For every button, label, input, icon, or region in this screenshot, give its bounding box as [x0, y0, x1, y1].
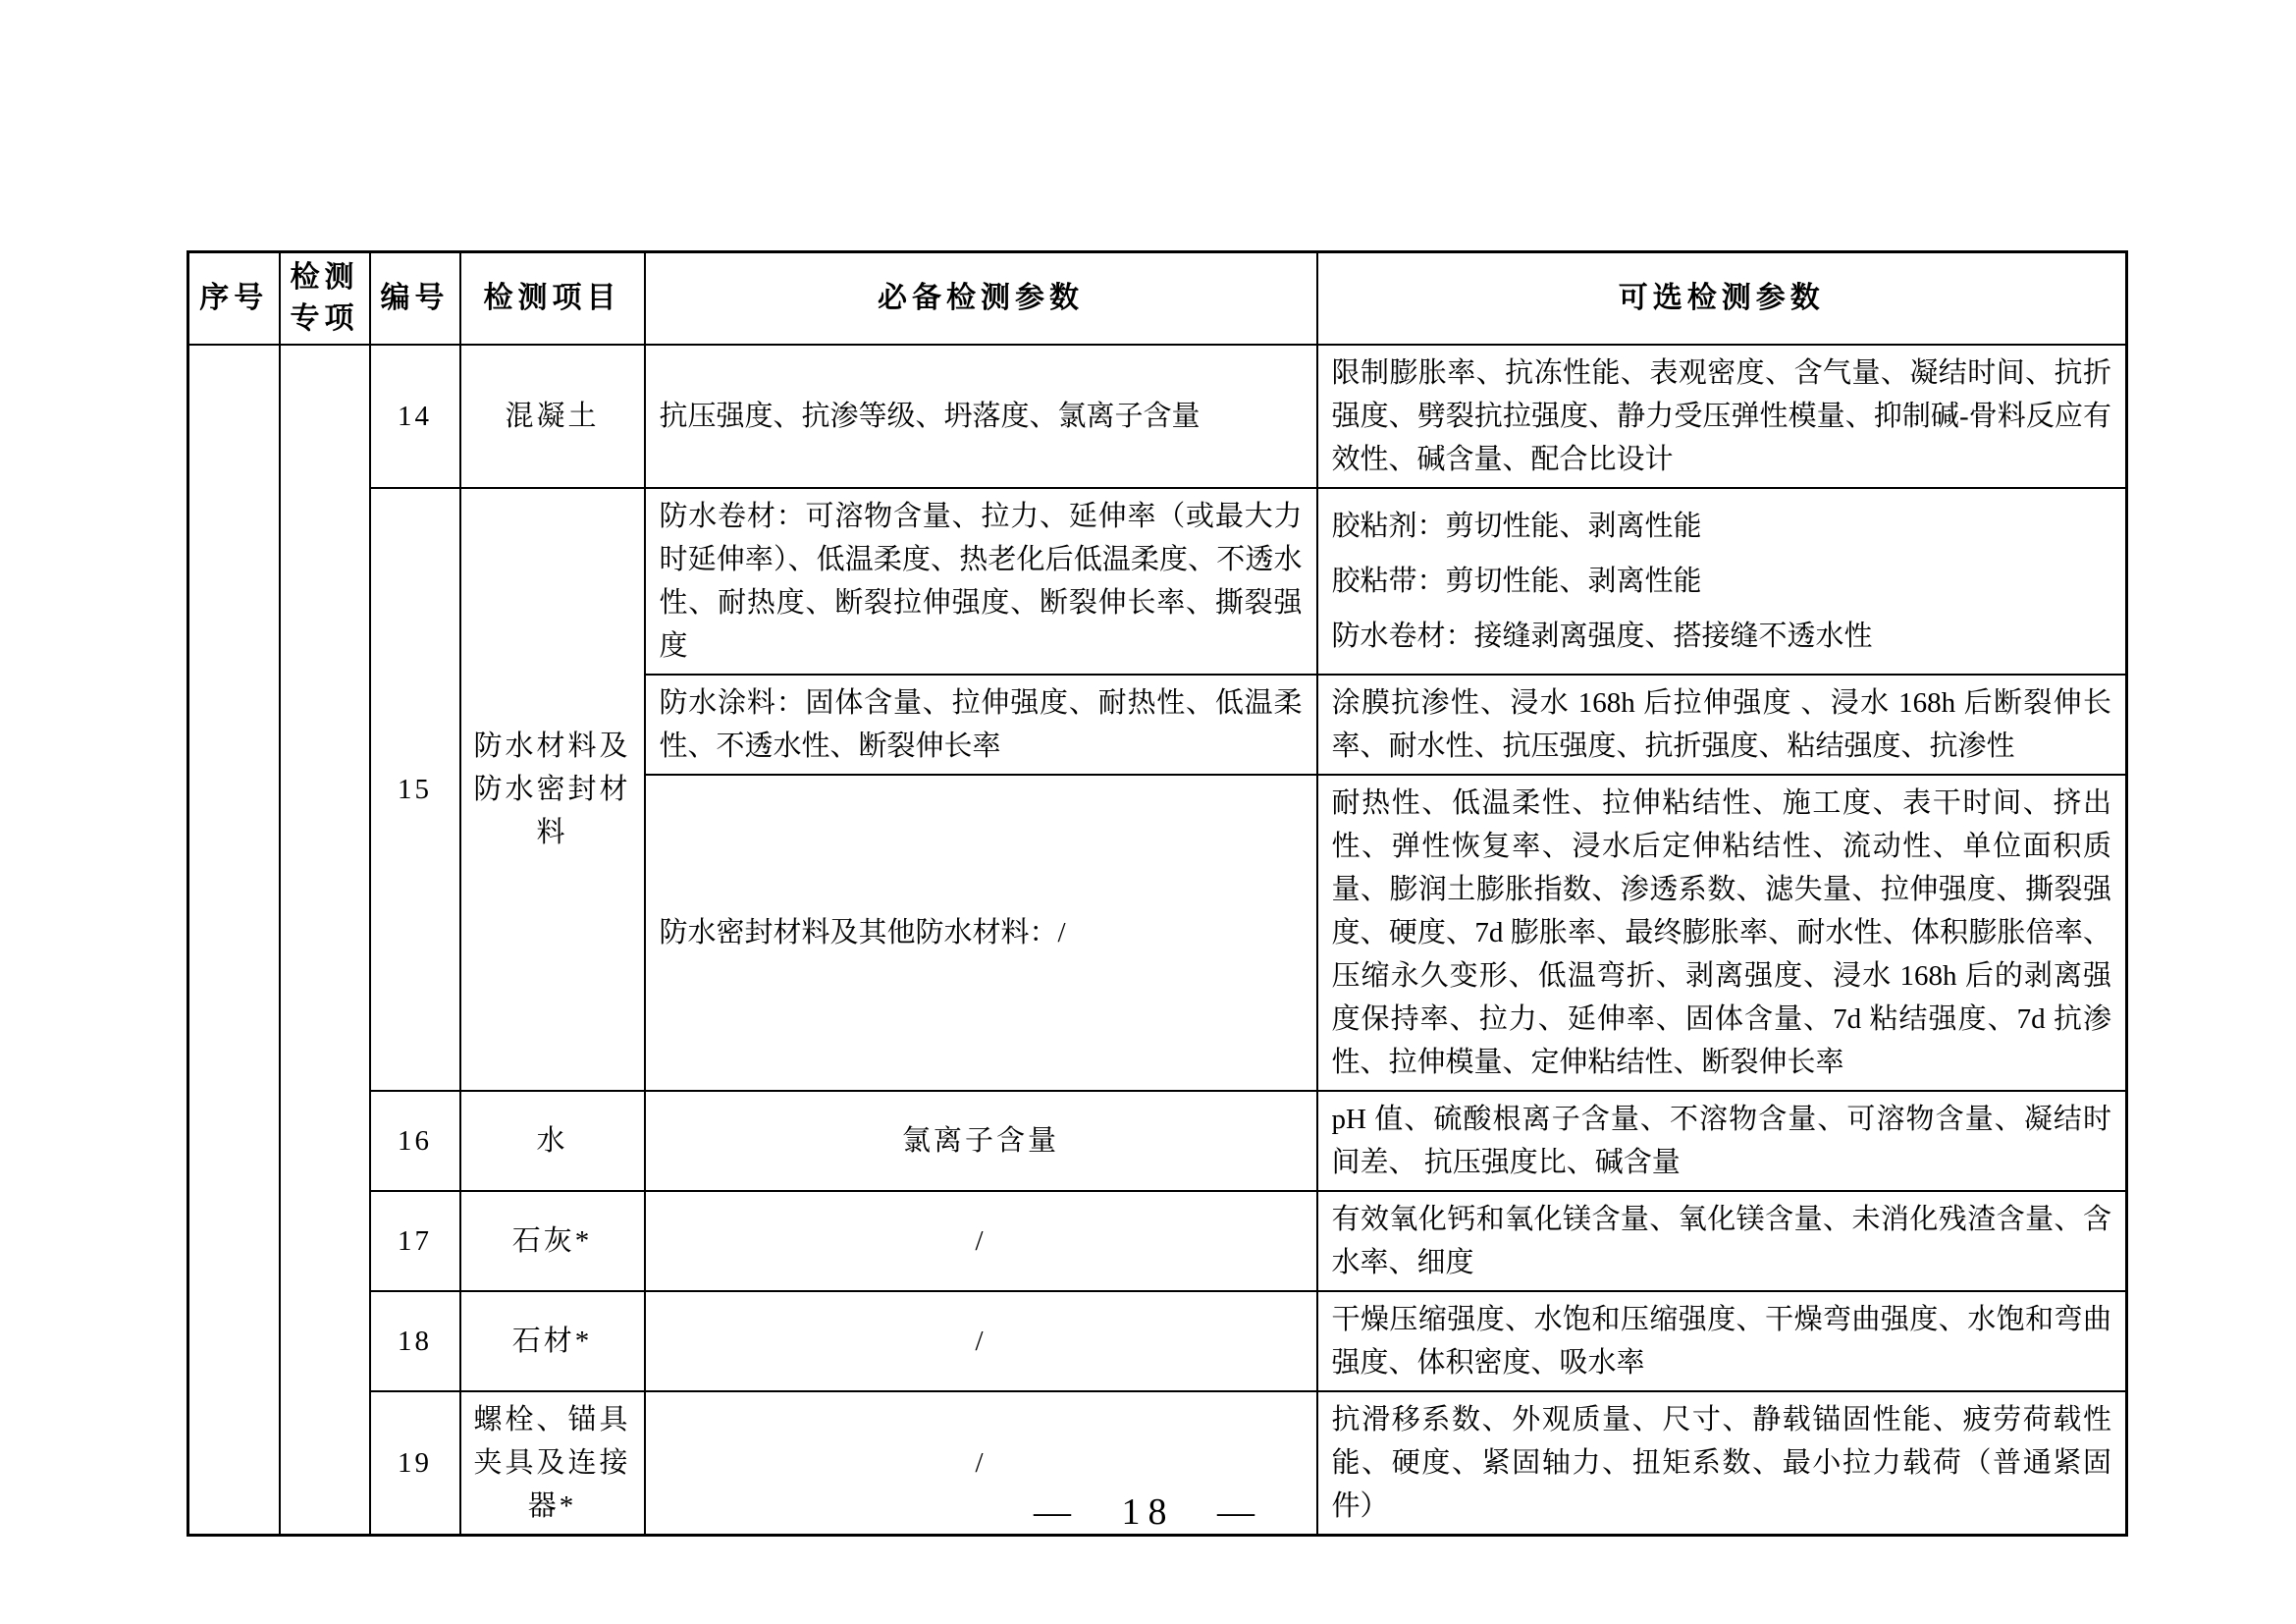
cell-r14-optional: 限制膨胀率、抗冻性能、表观密度、含气量、凝结时间、抗折强度、劈裂抗拉强度、静力受压弹性模量、抑制碱-骨料反应有效性、碱含量、配合比设计	[1317, 345, 2127, 488]
cell-r17-optional: 有效氧化钙和氧化镁含量、氧化镁含量、未消化残渣含量、含水率、细度	[1317, 1191, 2127, 1291]
testing-parameters-table	[187, 250, 2128, 1537]
cell-r16-code: 16	[370, 1091, 460, 1191]
cell-r15-item: 防水材料及防水密封材料	[460, 488, 645, 1091]
optional-line-adhesive: 胶粘剂：剪切性能、剥离性能	[1331, 511, 1702, 542]
cell-r15-sub3-required: 防水密封材料及其他防水材料：/	[645, 775, 1317, 1091]
cell-specialty-span	[280, 345, 370, 1536]
cell-r15-sub2-required: 防水涂料：固体含量、拉伸强度、耐热性、低温柔性、不透水性、断裂伸长率	[645, 675, 1317, 775]
table-row-17	[188, 1191, 2127, 1291]
optional-line-waterproof-sheet: 防水卷材：接缝剥离强度、搭接缝不透水性	[1331, 621, 1873, 652]
cell-r18-optional: 干燥压缩强度、水饱和压缩强度、干燥弯曲强度、水饱和弯曲强度、体积密度、吸水率	[1317, 1291, 2127, 1391]
cell-serial-span	[188, 345, 280, 1536]
cell-r14-code: 14	[370, 345, 460, 488]
cell-r17-code: 17	[370, 1191, 460, 1291]
header-serial-number: 序号	[188, 252, 280, 346]
header-testing-item: 检测项目	[460, 252, 645, 346]
header-required-parameters: 必备检测参数	[645, 252, 1317, 346]
cell-r19-code: 19	[370, 1391, 460, 1536]
optional-line-adhesive-tape: 胶粘带：剪切性能、剥离性能	[1331, 566, 1702, 597]
cell-r15-sub3-optional: 耐热性、低温柔性、拉伸粘结性、施工度、表干时间、挤出性、弹性恢复率、浸水后定伸粘结性、流动性、单位面积质量、膨润土膨胀指数、渗透系数、滤失量、拉伸强度、撕裂强度、硬度、7d 膨胀率、最终膨胀率、耐水性、体积膨胀倍率、压缩永久变形、低温弯折、剥离强度、浸水 168h 后的剥离强度保持率、拉力、延伸率、固体含量、7d 粘结强度、7d 抗渗性、拉伸模量、定伸粘结性、断裂伸长率	[1317, 775, 2127, 1091]
cell-r16-optional: pH 值、硫酸根离子含量、不溶物含量、可溶物含量、凝结时间差、 抗压强度比、碱含量	[1317, 1091, 2127, 1191]
cell-r18-item: 石材*	[460, 1291, 645, 1391]
cell-r16-item: 水	[460, 1091, 645, 1191]
cell-r17-required: /	[645, 1191, 1317, 1291]
cell-r15-code: 15	[370, 488, 460, 1091]
header-optional-parameters: 可选检测参数	[1317, 252, 2127, 346]
cell-r18-code: 18	[370, 1291, 460, 1391]
table-row-14	[188, 345, 2127, 488]
header-testing-specialty: 检测专项	[280, 252, 370, 346]
cell-r15-sub2-optional: 涂膜抗渗性、浸水 168h 后拉伸强度 、浸水 168h 后断裂伸长率、耐水性、抗压强度、抗折强度、粘结强度、抗渗性	[1317, 675, 2127, 775]
cell-r16-required: 氯离子含量	[645, 1091, 1317, 1191]
table-row-16	[188, 1091, 2127, 1191]
cell-r17-item: 石灰*	[460, 1191, 645, 1291]
header-code: 编号	[370, 252, 460, 346]
cell-r15-sub1-optional	[1317, 488, 2127, 675]
cell-r19-item: 螺栓、锚具夹具及连接器*	[460, 1391, 645, 1536]
table-row-18	[188, 1291, 2127, 1391]
cell-r14-required: 抗压强度、抗渗等级、坍落度、氯离子含量	[645, 345, 1317, 488]
cell-r14-item: 混凝土	[460, 345, 645, 488]
cell-r18-required: /	[645, 1291, 1317, 1391]
table-header-row	[188, 252, 2127, 346]
table-row-15-sub1	[188, 488, 2127, 675]
cell-r19-optional: 抗滑移系数、外观质量、尺寸、静载锚固性能、疲劳荷载性能、硬度、紧固轴力、扭矩系数、最小拉力载荷（普通紧固件）	[1317, 1391, 2127, 1536]
cell-r19-required: /	[645, 1391, 1317, 1536]
page-number: — 18 —	[1034, 1491, 1262, 1533]
cell-r15-sub1-required: 防水卷材：可溶物含量、拉力、延伸率（或最大力时延伸率）、低温柔度、热老化后低温柔度、不透水性、耐热度、断裂拉伸强度、断裂伸长率、撕裂强度	[645, 488, 1317, 675]
